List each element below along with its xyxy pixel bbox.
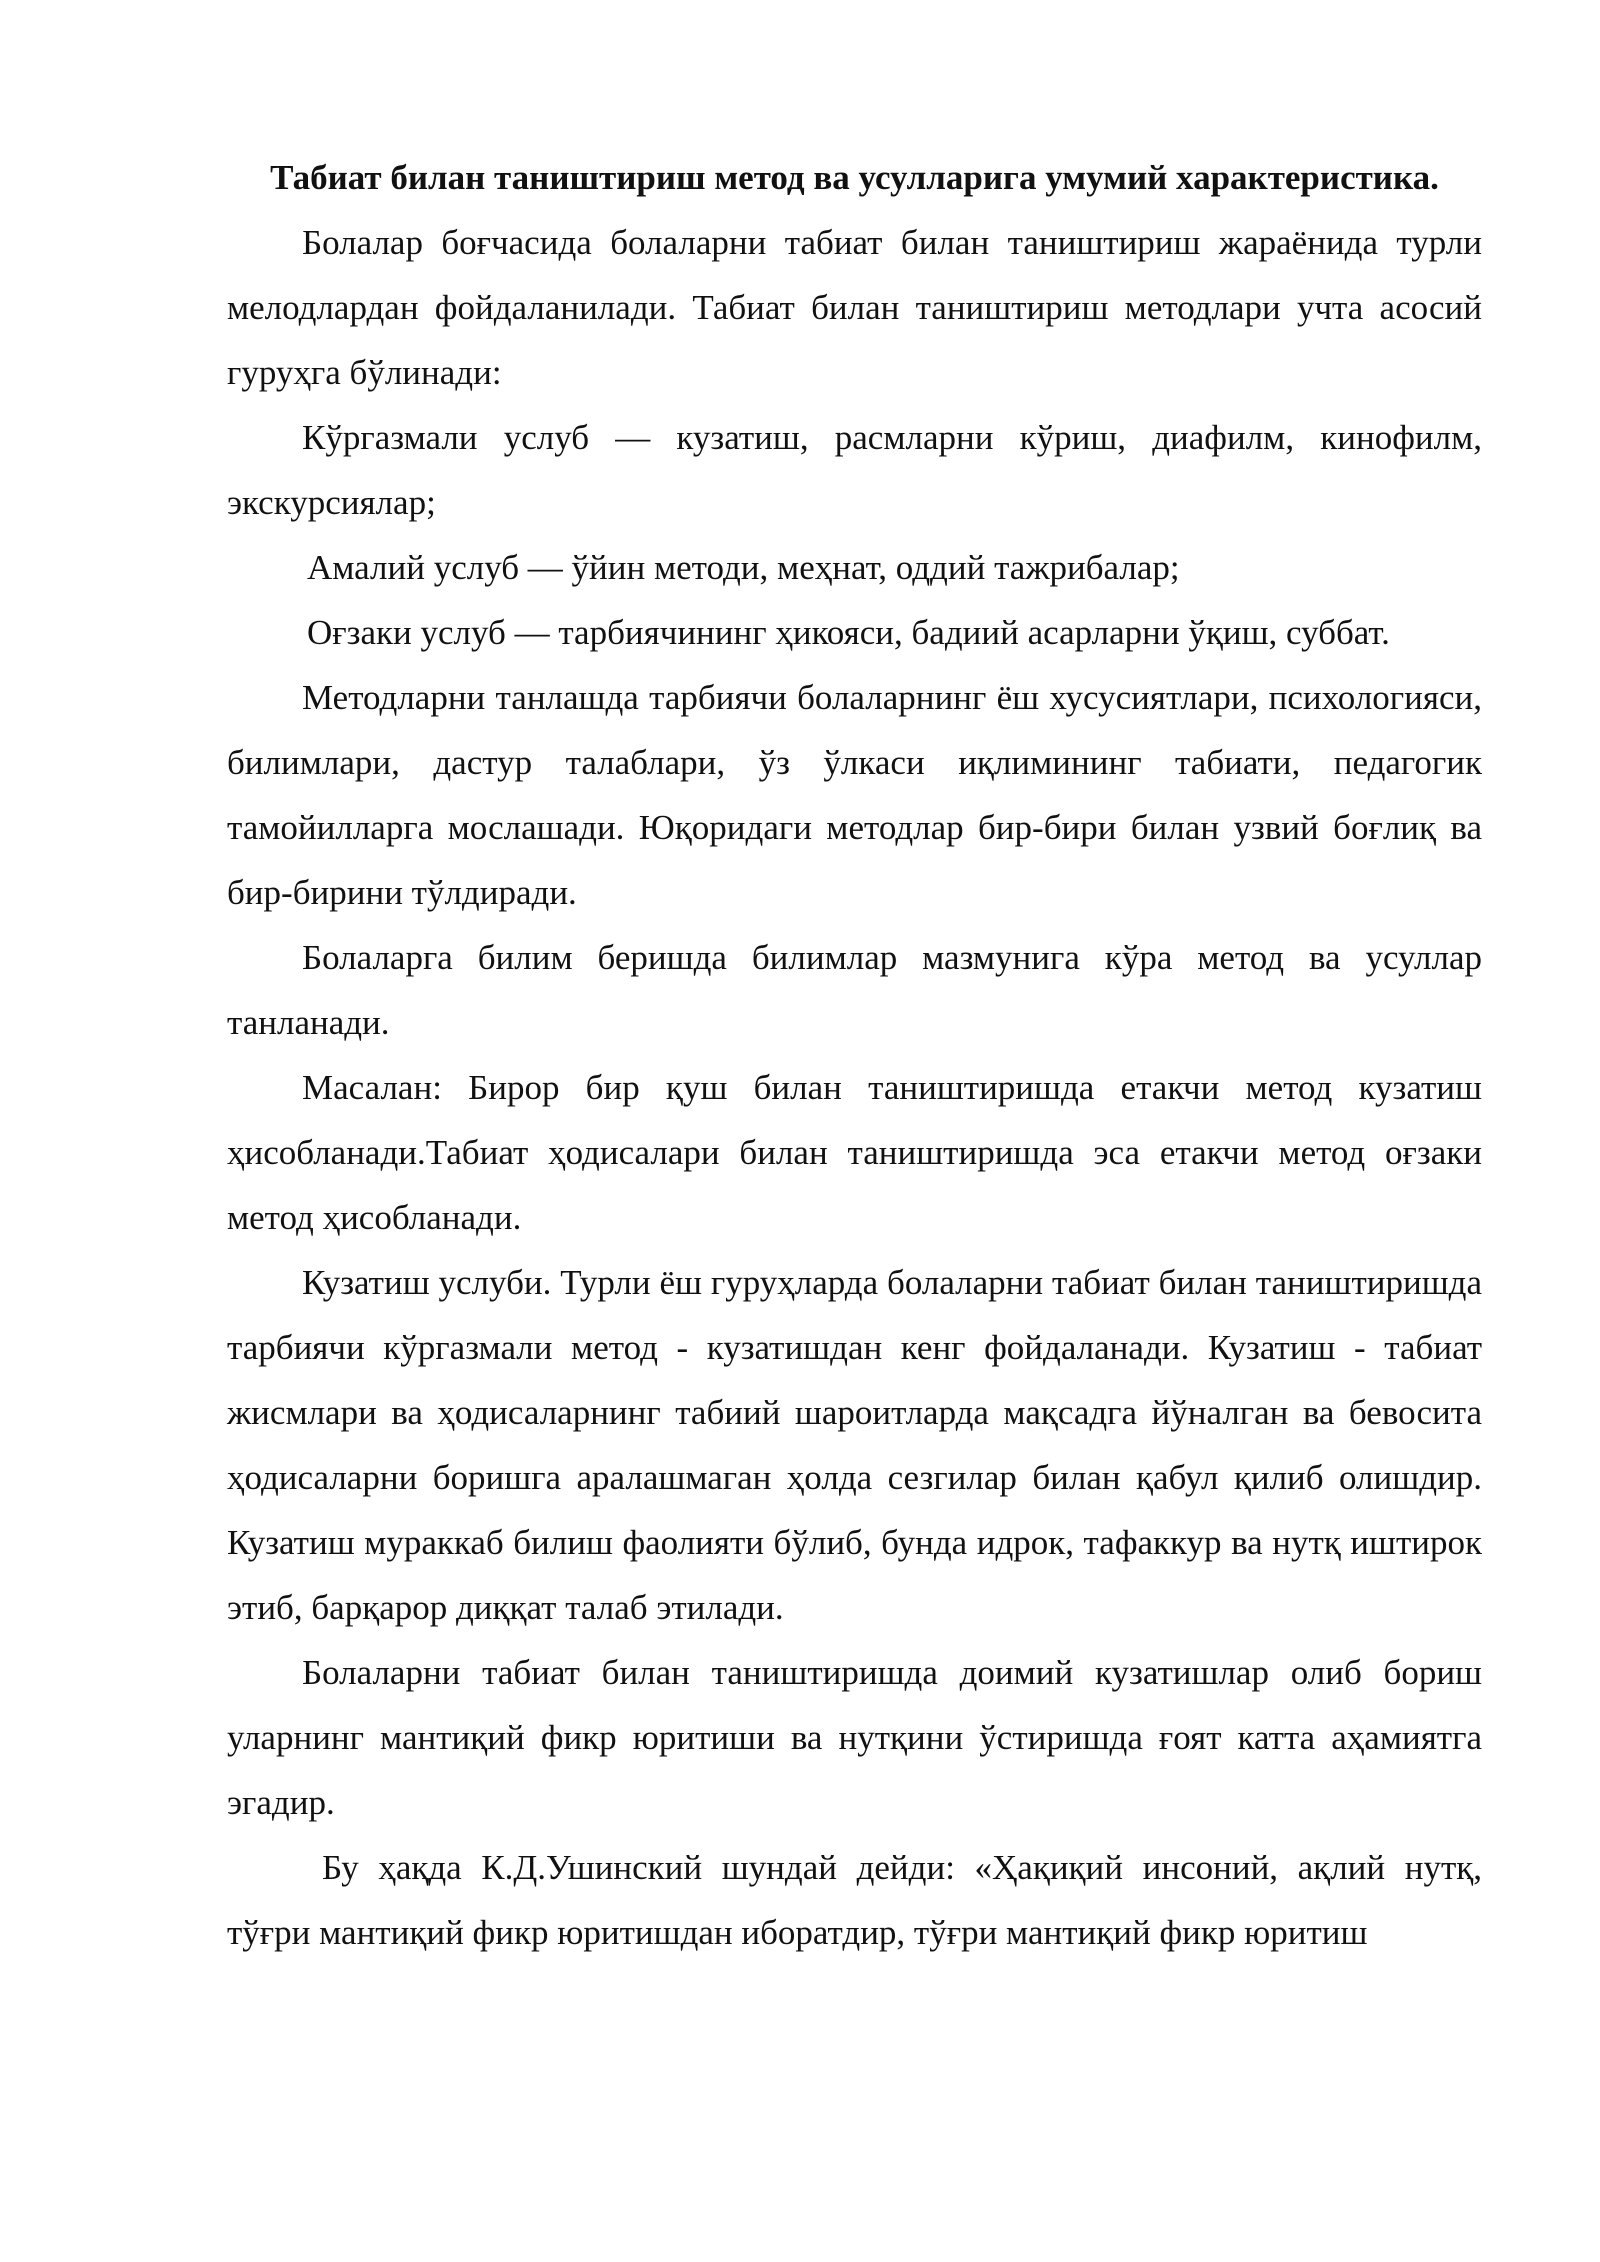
- paragraph: Бу ҳақда К.Д.Ушинский шундай дейди: «Ҳақиқий инсоний, ақлий нутқ, тўғри мантиқий фикр юритишдан иборатдир, тўғри мантиқий фикр юритиш: [227, 1848, 1482, 1952]
- paragraph: Болалар боғчасида болаларни табиат билан таништириш жараёнида турли мелодлардан фойдаланилади. Табиат билан таништириш методлари учта асосий гуруҳга бўлинади:: [227, 223, 1482, 392]
- document-body: [227, 145, 1482, 1965]
- paragraph: Кўргазмали услуб — кузатиш, расмларни кўриш, диафилм, кинофилм, экскурсиялар;: [227, 418, 1482, 522]
- paragraph: Болаларга билим беришда билимлар мазмунига кўра метод ва усуллар танланади.: [227, 938, 1482, 1042]
- paragraph: Масалан: Бирор бир қуш билан таништиришда етакчи метод кузатиш ҳисобланади.Табиат ҳодисалари билан таништиришда эса етакчи метод оғзаки метод ҳисобланади.: [227, 1068, 1482, 1237]
- paragraph: Амалий услуб — ўйин методи, меҳнат, оддий тажрибалар;: [307, 548, 1180, 587]
- paragraph: Болаларни табиат билан таништиришда доимий кузатишлар олиб бориш уларнинг мантиқий фикр юритиши ва нутқини ўстиришда ғоят катта аҳамиятга эгадир.: [227, 1653, 1482, 1822]
- paragraph: Кузатиш услуби. Турли ёш гуруҳларда болаларни табиат билан таништиришда тарбиячи кўргазмали метод - кузатишдан кенг фойдаланади. Кузатиш - табиат жисмлари ва ҳодисаларнинг табиий шароитларда мақсадга йўналган ва бевосита ҳодисаларни боришга аралашмаган ҳолда сезгилар билан қабул қилиб олишдир. Кузатиш мураккаб билиш фаолияти бўлиб, бунда идрок, тафаккур ва нутқ иштирок этиб, барқарор диққат талаб этилади.: [227, 1263, 1482, 1627]
- document-title: Табиат билан таништириш метод ва усулларига умумий характеристика.: [270, 158, 1439, 197]
- paragraph: Методларни танлашда тарбиячи болаларнинг ёш хусусиятлари, психологияси, билимлари, дастур талаблари, ўз ўлкаси иқлимининг табиати, педагогик тамойилларга мослашади. Юқоридаги методлар бир-бири билан узвий боғлиқ ва бир-бирини тўлдиради.: [227, 678, 1482, 912]
- paragraph: Оғзаки услуб — тарбиячининг ҳикояси, бадиий асарларни ўқиш, суббат.: [307, 613, 1390, 652]
